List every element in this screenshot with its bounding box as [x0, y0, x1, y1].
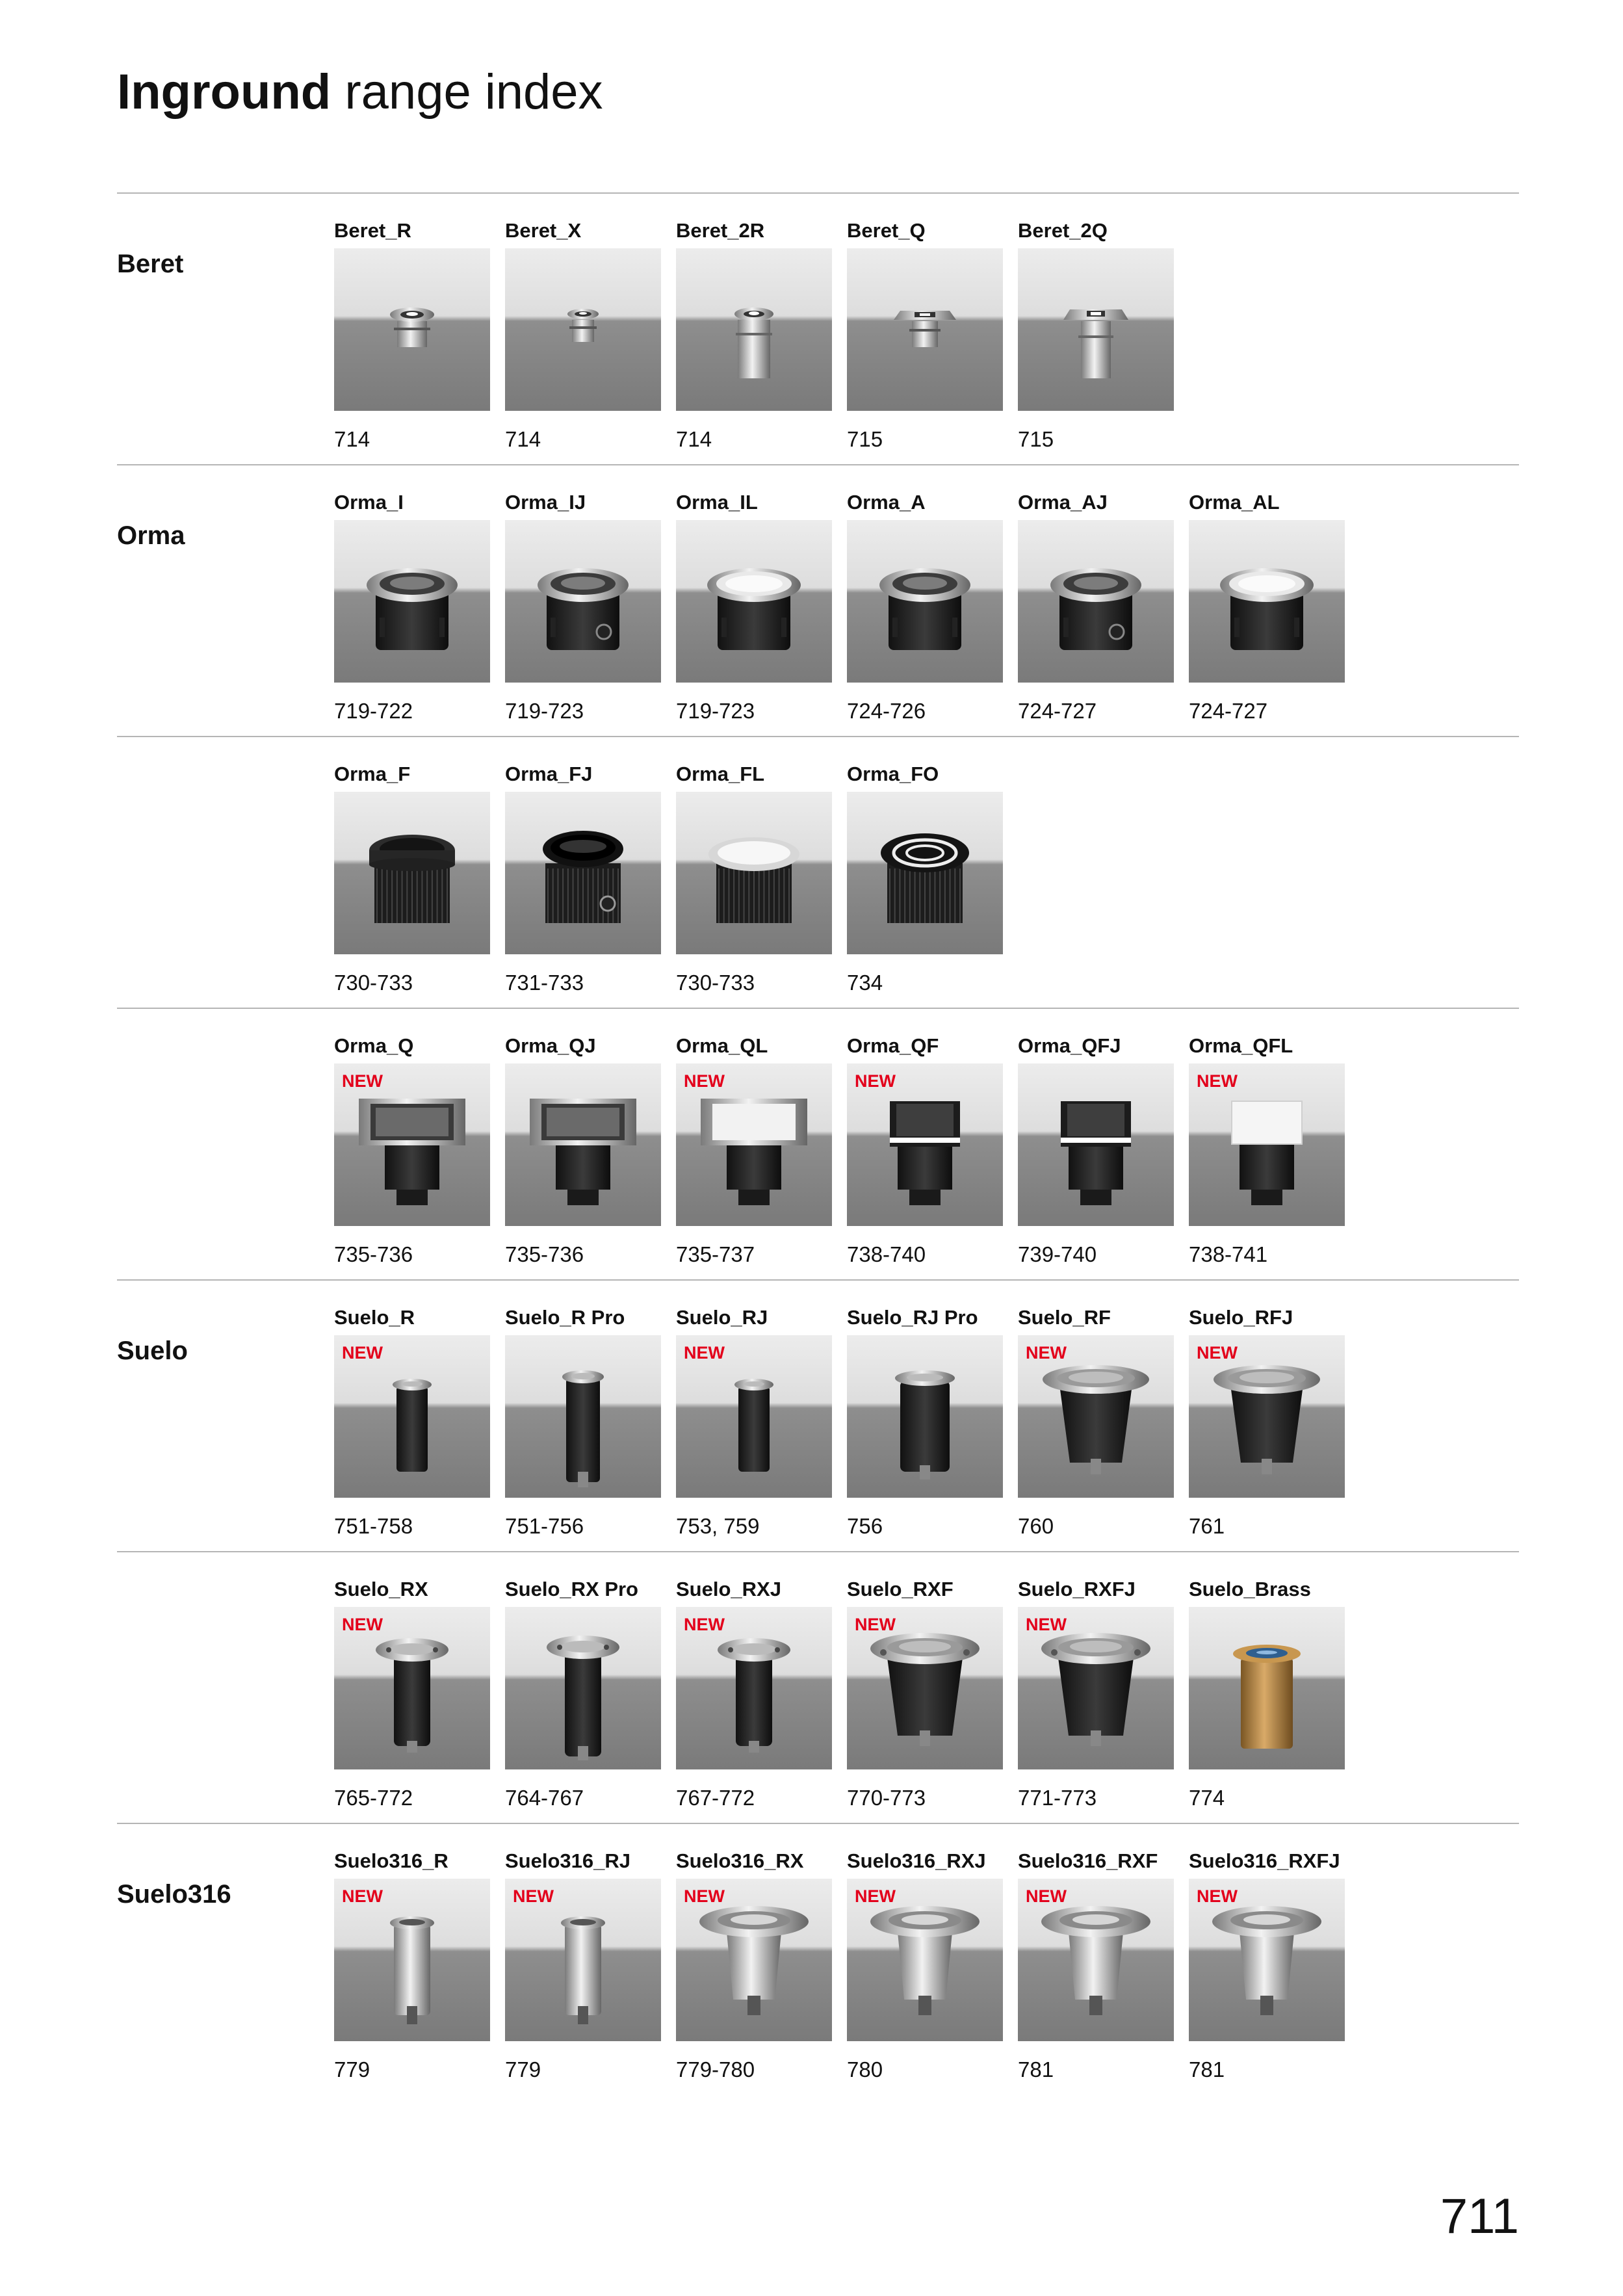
product-image[interactable]: [334, 1879, 490, 2041]
product-row: [334, 763, 1504, 1010]
product-page-range: 730-733: [334, 971, 413, 995]
product-image[interactable]: [1018, 248, 1174, 411]
product-name: Orma_AJ: [1018, 491, 1108, 514]
product-name: Orma_A: [847, 491, 926, 514]
product-page-range: 760: [1018, 1514, 1054, 1538]
new-badge: NEW: [684, 1615, 725, 1634]
product-image[interactable]: [1189, 1335, 1345, 1498]
product-name: Orma_IL: [676, 491, 758, 514]
product-name: Suelo316_RJ: [505, 1849, 630, 1872]
product-name: Suelo_RXFJ: [1018, 1578, 1136, 1600]
new-badge: NEW: [684, 1071, 725, 1091]
product-card[interactable]: [847, 491, 1003, 738]
new-badge: NEW: [855, 1615, 896, 1634]
product-page-range: 715: [1018, 427, 1054, 451]
new-badge: NEW: [855, 1071, 896, 1091]
product-name: Beret_2R: [676, 219, 765, 242]
page-number: 711: [1440, 2189, 1519, 2244]
product-page-range: 735-737: [676, 1242, 755, 1266]
product-card[interactable]: [676, 763, 832, 1010]
product-name: Orma_QL: [676, 1034, 768, 1057]
product-name: Suelo_RFJ: [1189, 1306, 1293, 1329]
new-badge: NEW: [1026, 1886, 1067, 1906]
new-badge: NEW: [1197, 1071, 1238, 1091]
product-page-range: 764-767: [505, 1786, 584, 1810]
product-page-range: 751-758: [334, 1514, 413, 1538]
product-name: Suelo_RXF: [847, 1578, 954, 1600]
product-page-range: 770-773: [847, 1786, 926, 1810]
product-name: Suelo316_RX: [676, 1849, 804, 1872]
section-divider: [117, 192, 1519, 194]
product-name: Suelo_RX: [334, 1578, 428, 1600]
product-card[interactable]: [334, 1578, 490, 1825]
product-card[interactable]: [1018, 220, 1174, 467]
product-page-range: 739-740: [1018, 1242, 1097, 1266]
product-page-range: 738-740: [847, 1242, 926, 1266]
product-image[interactable]: [676, 792, 832, 954]
product-card[interactable]: [1189, 1578, 1345, 1825]
product-name: Orma_FO: [847, 763, 939, 785]
product-image[interactable]: [1189, 1607, 1345, 1769]
product-row: [334, 1578, 1504, 1825]
product-name: Orma_FJ: [505, 763, 593, 785]
product-image[interactable]: [505, 792, 661, 954]
product-name: Orma_QF: [847, 1034, 939, 1057]
product-row: [334, 491, 1504, 738]
product-name: Beret_X: [505, 219, 582, 242]
product-image[interactable]: [1018, 1879, 1174, 2041]
product-row: [334, 1307, 1504, 1554]
product-name: Suelo316_RXFJ: [1189, 1849, 1340, 1872]
product-card[interactable]: [505, 763, 661, 1010]
product-name: Beret_R: [334, 219, 411, 242]
product-card[interactable]: [1018, 1578, 1174, 1825]
product-page-range: 715: [847, 427, 883, 451]
product-image[interactable]: [1018, 1335, 1174, 1498]
product-name: Suelo316_RXF: [1018, 1849, 1158, 1872]
product-name: Suelo_Brass: [1189, 1578, 1311, 1600]
product-card[interactable]: [847, 1850, 1003, 2097]
product-card[interactable]: [676, 1035, 832, 1282]
product-image[interactable]: [847, 1063, 1003, 1226]
product-card[interactable]: [1018, 1850, 1174, 2097]
product-image[interactable]: [847, 248, 1003, 411]
product-card[interactable]: [676, 1578, 832, 1825]
product-page-range: 753, 759: [676, 1514, 760, 1538]
product-name: Orma_QJ: [505, 1034, 596, 1057]
product-image[interactable]: [334, 1335, 490, 1498]
product-page-range: 731-733: [505, 971, 584, 995]
product-image[interactable]: [505, 520, 661, 683]
product-page-range: 774: [1189, 1786, 1225, 1810]
product-page-range: 771-773: [1018, 1786, 1097, 1810]
product-image[interactable]: [1018, 1063, 1174, 1226]
product-image[interactable]: [1189, 1879, 1345, 2041]
product-image[interactable]: [505, 1063, 661, 1226]
product-page-range: 767-772: [676, 1786, 755, 1810]
product-name: Orma_F: [334, 763, 411, 785]
product-image[interactable]: [676, 1335, 832, 1498]
product-image[interactable]: [334, 520, 490, 683]
new-badge: NEW: [342, 1615, 383, 1634]
product-page-range: 719-722: [334, 699, 413, 723]
product-name: Orma_QFJ: [1018, 1034, 1121, 1057]
product-page-range: 751-756: [505, 1514, 584, 1538]
product-image[interactable]: [847, 1607, 1003, 1769]
section-title-suelo316: Suelo316: [117, 1880, 231, 1909]
product-card[interactable]: [676, 220, 832, 467]
product-card[interactable]: [1018, 1035, 1174, 1282]
product-name: Orma_Q: [334, 1034, 414, 1057]
product-card[interactable]: [676, 1850, 832, 2097]
product-card[interactable]: [334, 1307, 490, 1554]
product-image[interactable]: [1189, 520, 1345, 683]
product-card[interactable]: [1189, 491, 1345, 738]
product-page-range: 761: [1189, 1514, 1225, 1538]
product-page-range: 781: [1189, 2057, 1225, 2081]
product-name: Suelo_RJ Pro: [847, 1306, 978, 1329]
product-name: Beret_2Q: [1018, 219, 1108, 242]
product-page-range: 714: [334, 427, 370, 451]
product-page-range: 779-780: [676, 2057, 755, 2081]
new-badge: NEW: [1197, 1343, 1238, 1363]
product-image[interactable]: [505, 1335, 661, 1498]
product-page-range: 724-727: [1189, 699, 1268, 723]
product-name: Suelo_RX Pro: [505, 1578, 638, 1600]
product-name: Suelo316_RXJ: [847, 1849, 986, 1872]
product-card[interactable]: [847, 1035, 1003, 1282]
product-image[interactable]: [334, 792, 490, 954]
product-card[interactable]: [505, 491, 661, 738]
product-image[interactable]: [676, 520, 832, 683]
product-name: Orma_I: [334, 491, 404, 514]
product-page-range: 780: [847, 2057, 883, 2081]
product-row: [334, 220, 1504, 467]
product-card[interactable]: [505, 220, 661, 467]
section-title-suelo: Suelo: [117, 1337, 188, 1365]
product-name: Suelo_R: [334, 1306, 415, 1329]
product-page-range: 714: [676, 427, 712, 451]
product-card[interactable]: [1018, 491, 1174, 738]
section-title-beret: Beret: [117, 250, 184, 278]
product-image[interactable]: [676, 248, 832, 411]
product-page-range: 756: [847, 1514, 883, 1538]
product-card[interactable]: [1189, 1035, 1345, 1282]
new-badge: NEW: [1026, 1615, 1067, 1634]
product-card[interactable]: [505, 1035, 661, 1282]
new-badge: NEW: [342, 1886, 383, 1906]
product-card[interactable]: [847, 1307, 1003, 1554]
product-image[interactable]: [505, 1879, 661, 2041]
new-badge: NEW: [855, 1886, 896, 1906]
product-name: Suelo_RXJ: [676, 1578, 781, 1600]
product-card[interactable]: [334, 220, 490, 467]
product-card[interactable]: [505, 1850, 661, 2097]
product-card[interactable]: [505, 1307, 661, 1554]
product-name: Suelo316_R: [334, 1849, 448, 1872]
product-image[interactable]: [847, 1335, 1003, 1498]
product-image[interactable]: [676, 1879, 832, 2041]
product-name: Orma_AL: [1189, 491, 1280, 514]
product-name: Suelo_R Pro: [505, 1306, 625, 1329]
product-card[interactable]: [847, 1578, 1003, 1825]
product-page-range: 735-736: [505, 1242, 584, 1266]
product-page-range: 719-723: [505, 699, 584, 723]
product-page-range: 779: [505, 2057, 541, 2081]
product-name: Orma_IJ: [505, 491, 586, 514]
product-image[interactable]: [847, 1879, 1003, 2041]
new-badge: NEW: [1026, 1343, 1067, 1363]
product-image[interactable]: [676, 1063, 832, 1226]
product-image[interactable]: [676, 1607, 832, 1769]
product-image[interactable]: [334, 1607, 490, 1769]
product-image[interactable]: [1018, 1607, 1174, 1769]
product-row: [334, 1035, 1504, 1282]
section-title-orma: Orma: [117, 521, 185, 550]
product-name: Beret_Q: [847, 219, 926, 242]
product-page-range: 781: [1018, 2057, 1054, 2081]
product-name: Suelo_RJ: [676, 1306, 768, 1329]
product-card[interactable]: [334, 763, 490, 1010]
product-name: Suelo_RF: [1018, 1306, 1111, 1329]
new-badge: NEW: [1197, 1886, 1238, 1906]
product-page-range: 730-733: [676, 971, 755, 995]
product-page-range: 714: [505, 427, 541, 451]
product-image[interactable]: [1189, 1063, 1345, 1226]
product-page-range: 735-736: [334, 1242, 413, 1266]
product-card[interactable]: [505, 1578, 661, 1825]
product-page-range: 719-723: [676, 699, 755, 723]
product-card[interactable]: [334, 1035, 490, 1282]
new-badge: NEW: [684, 1343, 725, 1363]
page-title-bold: Inground: [117, 64, 331, 120]
new-badge: NEW: [342, 1343, 383, 1363]
product-page-range: 779: [334, 2057, 370, 2081]
product-card[interactable]: [847, 763, 1003, 1010]
product-image[interactable]: [847, 520, 1003, 683]
product-card[interactable]: [1189, 1307, 1345, 1554]
new-badge: NEW: [684, 1886, 725, 1906]
new-badge: NEW: [513, 1886, 554, 1906]
product-card[interactable]: [334, 491, 490, 738]
product-page-range: 724-727: [1018, 699, 1097, 723]
product-name: Orma_FL: [676, 763, 765, 785]
product-card[interactable]: [1189, 1850, 1345, 2097]
product-image[interactable]: [334, 248, 490, 411]
product-image[interactable]: [505, 248, 661, 411]
product-card[interactable]: [847, 220, 1003, 467]
product-page-range: 724-726: [847, 699, 926, 723]
product-card[interactable]: [676, 1307, 832, 1554]
product-card[interactable]: [1018, 1307, 1174, 1554]
product-image[interactable]: [334, 1063, 490, 1226]
product-image[interactable]: [505, 1607, 661, 1769]
product-page-range: 734: [847, 971, 883, 995]
page-title: [117, 64, 603, 120]
product-page-range: 738-741: [1189, 1242, 1268, 1266]
product-image[interactable]: [1018, 520, 1174, 683]
product-card[interactable]: [334, 1850, 490, 2097]
product-image[interactable]: [847, 792, 1003, 954]
page-title-regular: range index: [344, 64, 603, 120]
new-badge: NEW: [342, 1071, 383, 1091]
product-page-range: 765-772: [334, 1786, 413, 1810]
product-row: [334, 1850, 1504, 2097]
product-name: Orma_QFL: [1189, 1034, 1293, 1057]
product-card[interactable]: [676, 491, 832, 738]
